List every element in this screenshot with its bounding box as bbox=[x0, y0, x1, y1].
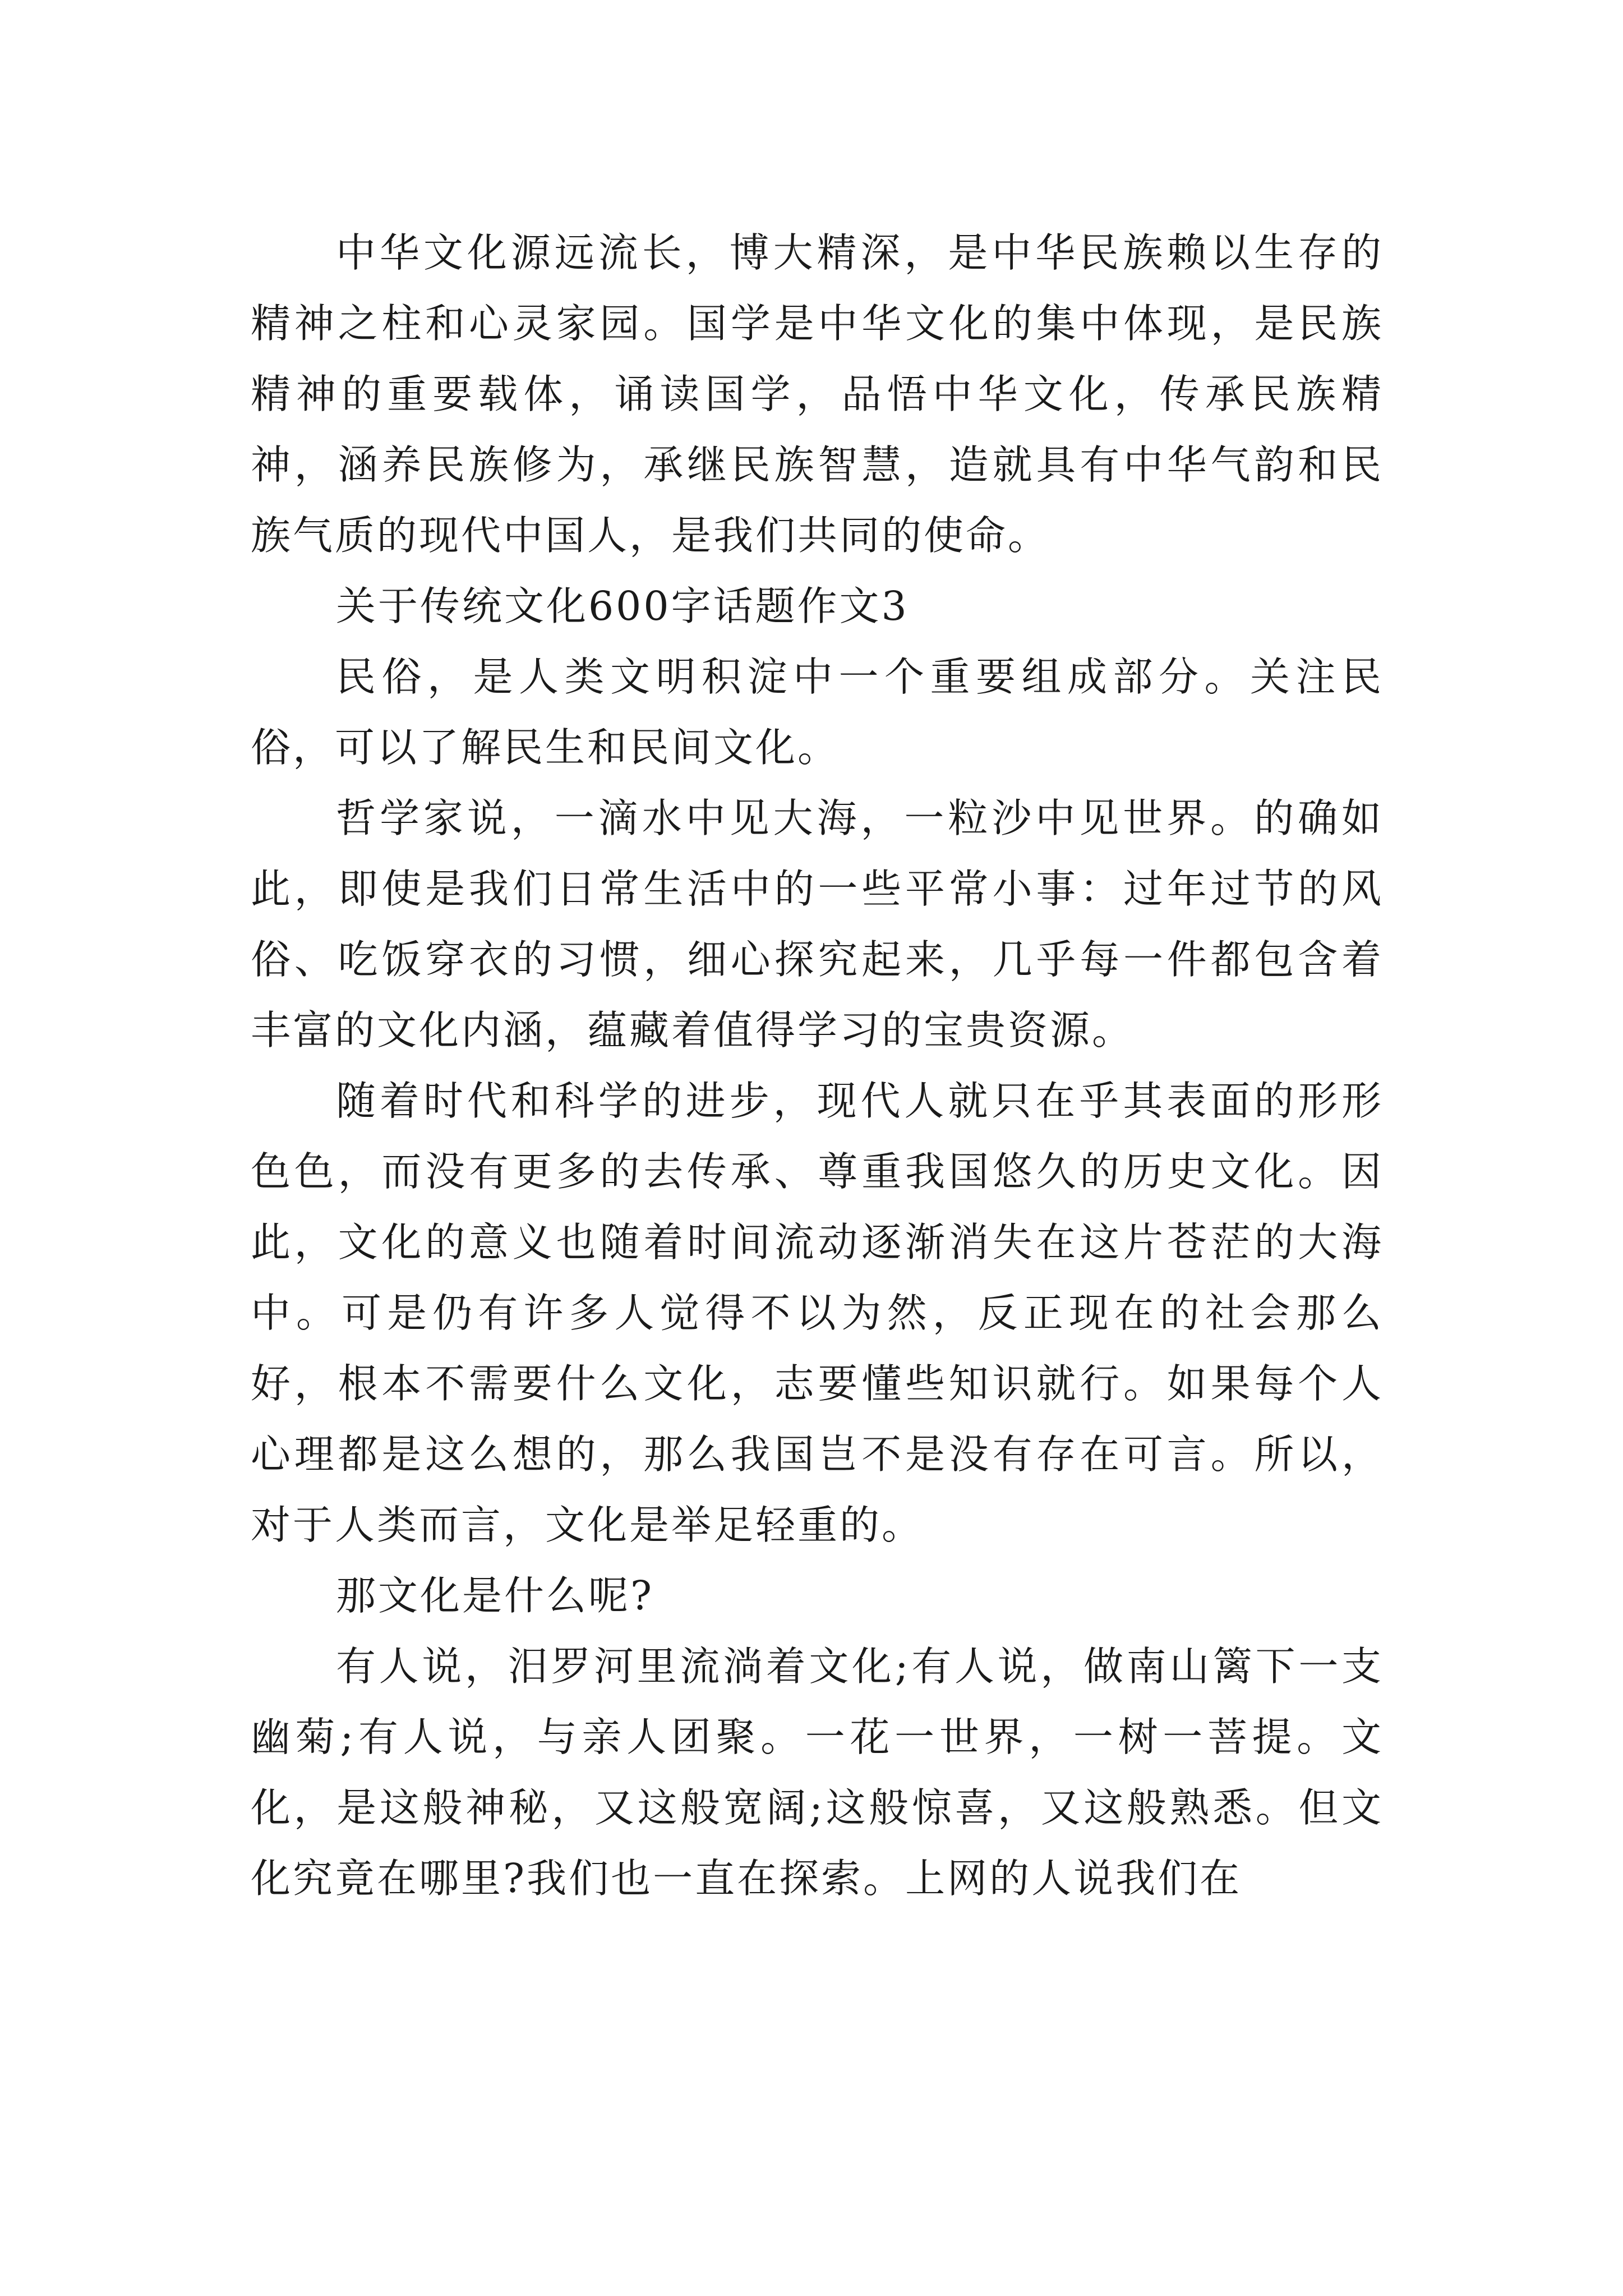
paragraph-what-is-culture: 那文化是什么呢? bbox=[336, 1572, 654, 1619]
essay-title-3: 关于传统文化600字话题作文3 bbox=[336, 583, 909, 629]
paragraph-modern-times: 随着时代和科学的进步，现代人就只在乎其表面的形形色色，而没有更多的去传承、尊重我国悠久的历史文化。因此，文化的意义也随着时间流动逐渐消失在这片苍茫的大海中。可是仍有许多人觉得不以为然，反正现在的社会那么好，根本不需要什么文化，志要懂些知识就行。如果每个人心理都是这么想的，那么我国岂不是没有存在可言。所以，对于人类而言，文化是举足轻重的。 bbox=[251, 1078, 1384, 1548]
paragraph-philosopher-saying: 哲学家说，一滴水中见大海，一粒沙中见世界。的确如此，即使是我们日常生活中的一些平常小事：过年过节的风俗、吃饭穿衣的习惯，细心探究起来，几乎每一件都包含着丰富的文化内涵，蕴藏着值得学习的宝贵资源。 bbox=[251, 795, 1384, 1053]
paragraph-some-say: 有人说，汨罗河里流淌着文化;有人说，做南山篱下一支幽菊;有人说，与亲人团聚。一花一世界，一树一菩提。文化，是这般神秘，又这般宽阔;这般惊喜，又这般熟悉。但文化究竟在哪里?我们也一直在探索。上网的人说我们在 bbox=[251, 1643, 1384, 1902]
paragraph-chinese-culture-intro: 中华文化源远流长，博大精深，是中华民族赖以生存的精神之柱和心灵家园。国学是中华文化的集中体现，是民族精神的重要载体，诵读国学，品悟中华文化，传承民族精神，涵养民族修为，承继民族智慧，造就具有中华气韵和民族气质的现代中国人，是我们共同的使命。 bbox=[251, 229, 1384, 559]
document-body bbox=[251, 218, 1384, 1914]
paragraph-folk-customs: 民俗，是人类文明积淀中一个重要组成部分。关注民俗，可以了解民生和民间文化。 bbox=[251, 654, 1384, 771]
